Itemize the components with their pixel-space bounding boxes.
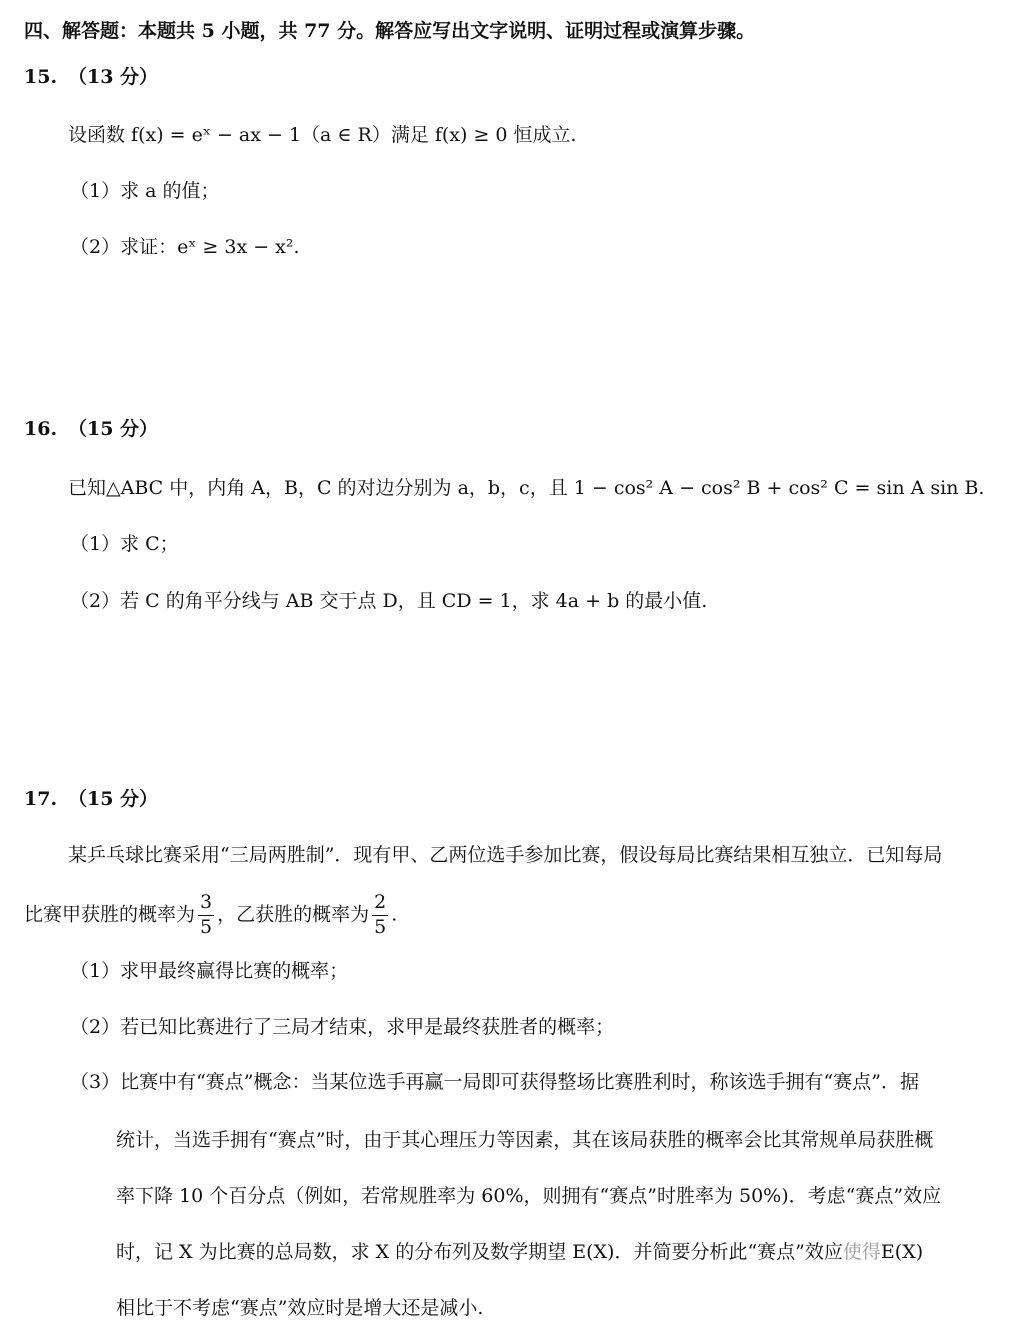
section-header: 四、解答题：本题共 5 小题，共 77 分。解答应写出文字说明、证明过程或演算步骤。 (24, 20, 756, 42)
q16-part1: （1）求 C； (70, 533, 179, 555)
q17-stem-line2 (24, 893, 397, 938)
q17-part3-line1: （3）比赛中有“赛点”概念：当某位选手再赢一局即可获得整场比赛胜利时，称该选手拥有“赛点”．据 (70, 1071, 919, 1093)
q17-stem-line2-a: 比赛甲获胜的概率为 (24, 903, 196, 926)
fraction-three-fifths (198, 893, 214, 938)
q17-part3-line2: 统计，当选手拥有“赛点”时，由于其心理压力等因素，其在该局获胜的概率会比其常规单局获胜概 (116, 1129, 934, 1151)
q17-part3-line3: 率下降 10 个百分点（例如，若常规胜率为 60%，则拥有“赛点”时胜率为 50%)．考虑“赛点”效应 (116, 1185, 942, 1207)
fraction-a-numerator: 3 (198, 893, 214, 916)
q17-part1: （1）求甲最终赢得比赛的概率； (70, 960, 349, 982)
q17-part3-line4-a: 时，记 X 为比赛的总局数，求 X 的分布列及数学期望 E(X)．并简要分析此“赛点”效应 (116, 1241, 843, 1263)
q15-number: 15. (24, 66, 58, 88)
fraction-two-fifths (372, 893, 388, 938)
q17-part3-line4-c: E(X) (880, 1241, 924, 1263)
q17-part2: （2）若已知比赛进行了三局才结束，求甲是最终获胜者的概率； (70, 1016, 615, 1038)
q17-number: 17. (24, 788, 58, 810)
q17-stem-line2-c: . (391, 903, 398, 926)
q15-part2: （2）求证：eˣ ≥ 3x − x². (70, 236, 300, 258)
fraction-b-denominator: 5 (374, 915, 387, 938)
q17-part3-line4 (116, 1243, 923, 1262)
q17-stem-line1: 某乒乓球比赛采用“三局两胜制”．现有甲、乙两位选手参加比赛，假设每局比赛结果相互独立．已知每局 (68, 844, 943, 866)
q16-part2: （2）若 C 的角平分线与 AB 交于点 D，且 CD = 1，求 4a + b 的最小值. (70, 590, 708, 612)
fraction-a-denominator: 5 (200, 915, 213, 938)
fraction-b-numerator: 2 (372, 893, 388, 916)
q17-part3-line5: 相比于不考虑“赛点”效应时是增大还是减小. (116, 1297, 484, 1319)
q17-points: （15 分） (68, 788, 159, 810)
q16-stem: 已知△ABC 中，内角 A，B，C 的对边分别为 a，b，c，且 1 − cos² A − cos² B + cos² C = sin A sin B. (68, 477, 985, 499)
q17-stem-line2-b: ，乙获胜的概率为 (217, 903, 370, 926)
q17-part3-line4-faded: 使得 (842, 1241, 881, 1263)
q15-stem: 设函数 f(x) = eˣ − ax − 1（a ∈ R）满足 f(x) ≥ 0 恒成立. (68, 124, 577, 146)
q15-part1: （1）求 a 的值； (70, 180, 220, 202)
q16-points: （15 分） (68, 418, 159, 440)
q15-points: （13 分） (68, 66, 159, 88)
q16-number: 16. (24, 418, 58, 440)
